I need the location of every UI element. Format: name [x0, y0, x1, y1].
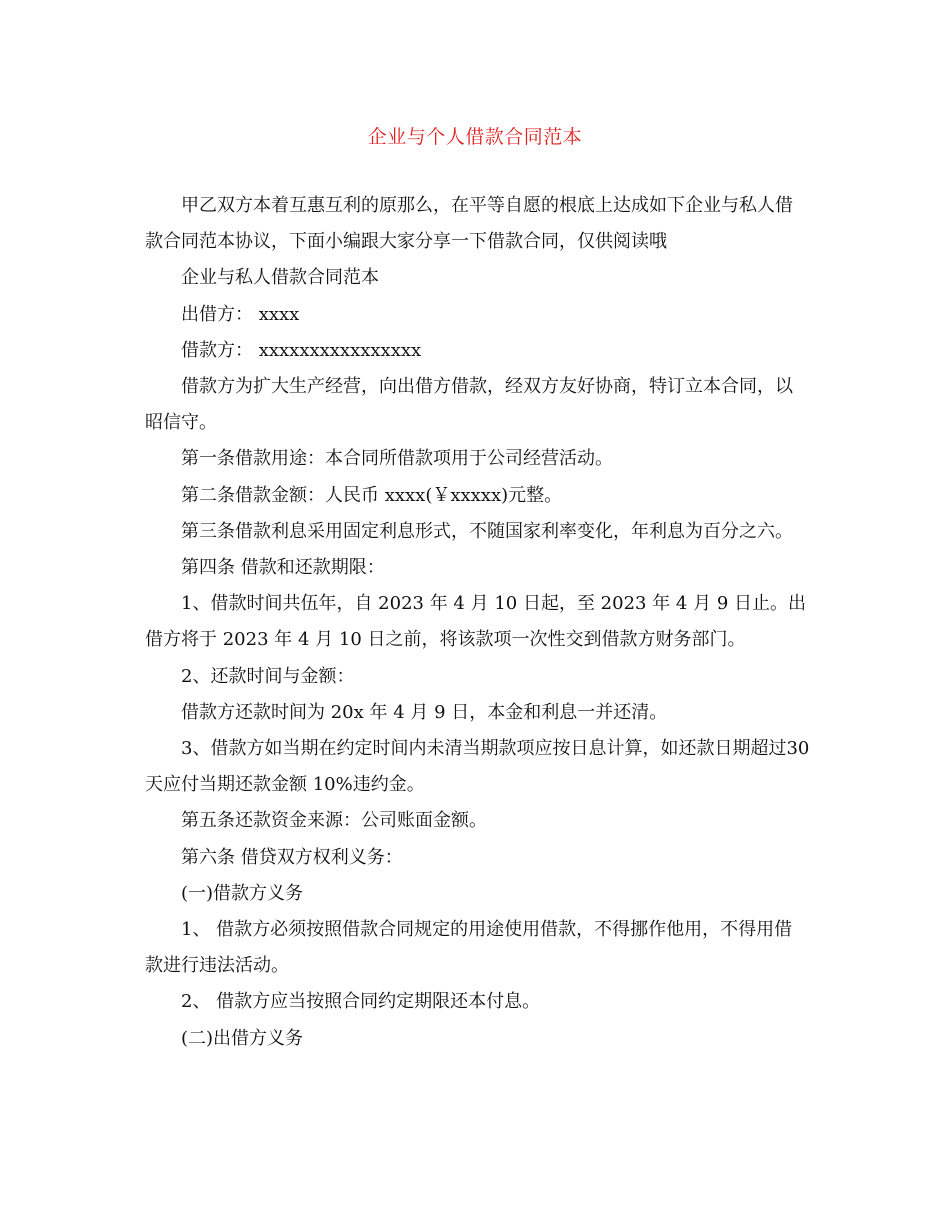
paragraph: 企业与私人借款合同范本: [181, 267, 379, 289]
paragraph: (一)借款方义务: [181, 882, 304, 904]
paragraph: 第二条借款金额：人民币 xxxx(￥xxxxx)元整。: [181, 484, 563, 506]
paragraph: 第五条还款资金来源：公司账面金额。: [181, 810, 487, 832]
paragraph: 第三条借款利息采用固定利息形式，不随国家利率变化，年利息为百分之六。: [181, 520, 793, 542]
paragraph: 1、借款时间共伍年，自 2023 年 4 月 10 日起，至 2023 年 4 月 9 日止。出借方将于 2023 年 4 月 10 日之前，将该款项一次性交到借款方财务部门。: [145, 593, 806, 651]
paragraph: 2、还款时间与金额：: [181, 665, 355, 687]
document-title: 企业与个人借款合同范本: [367, 126, 583, 148]
paragraph: 2、 借款方应当按照合同约定期限还本付息。: [181, 991, 541, 1013]
paragraph: 出借方： xxxx: [181, 303, 300, 325]
document-body: [145, 188, 810, 1057]
paragraph: 3、借款方如当期在约定时间内未清当期款项应按日息计算，如还款日期超过30 天应付当期还款金额 10%违约金。: [145, 738, 810, 796]
paragraph: 第六条 借贷双方权利义务：: [181, 846, 403, 868]
paragraph: 借款方还款时间为 20x 年 4 月 9 日，本金和利息一并还清。: [181, 701, 668, 723]
paragraph: 借款方： xxxxxxxxxxxxxxxx: [181, 339, 422, 361]
paragraph: 第四条 借款和还款期限：: [181, 557, 385, 579]
paragraph: (二)出借方义务: [181, 1027, 304, 1049]
paragraph: 第一条借款用途：本合同所借款项用于公司经营活动。: [181, 448, 613, 470]
paragraph: 1、 借款方必须按照借款合同规定的用途使用借款，不得挪作他用，不得用借款进行违法活动。: [145, 919, 793, 977]
paragraph: 甲乙双方本着互惠互利的原那么，在平等自愿的根底上达成如下企业与私人借款合同范本协议，下面小编跟大家分享一下借款合同，仅供阅读哦: [145, 195, 793, 253]
paragraph: 借款方为扩大生产经营，向出借方借款，经双方友好协商，特订立本合同，以昭信守。: [145, 376, 793, 434]
